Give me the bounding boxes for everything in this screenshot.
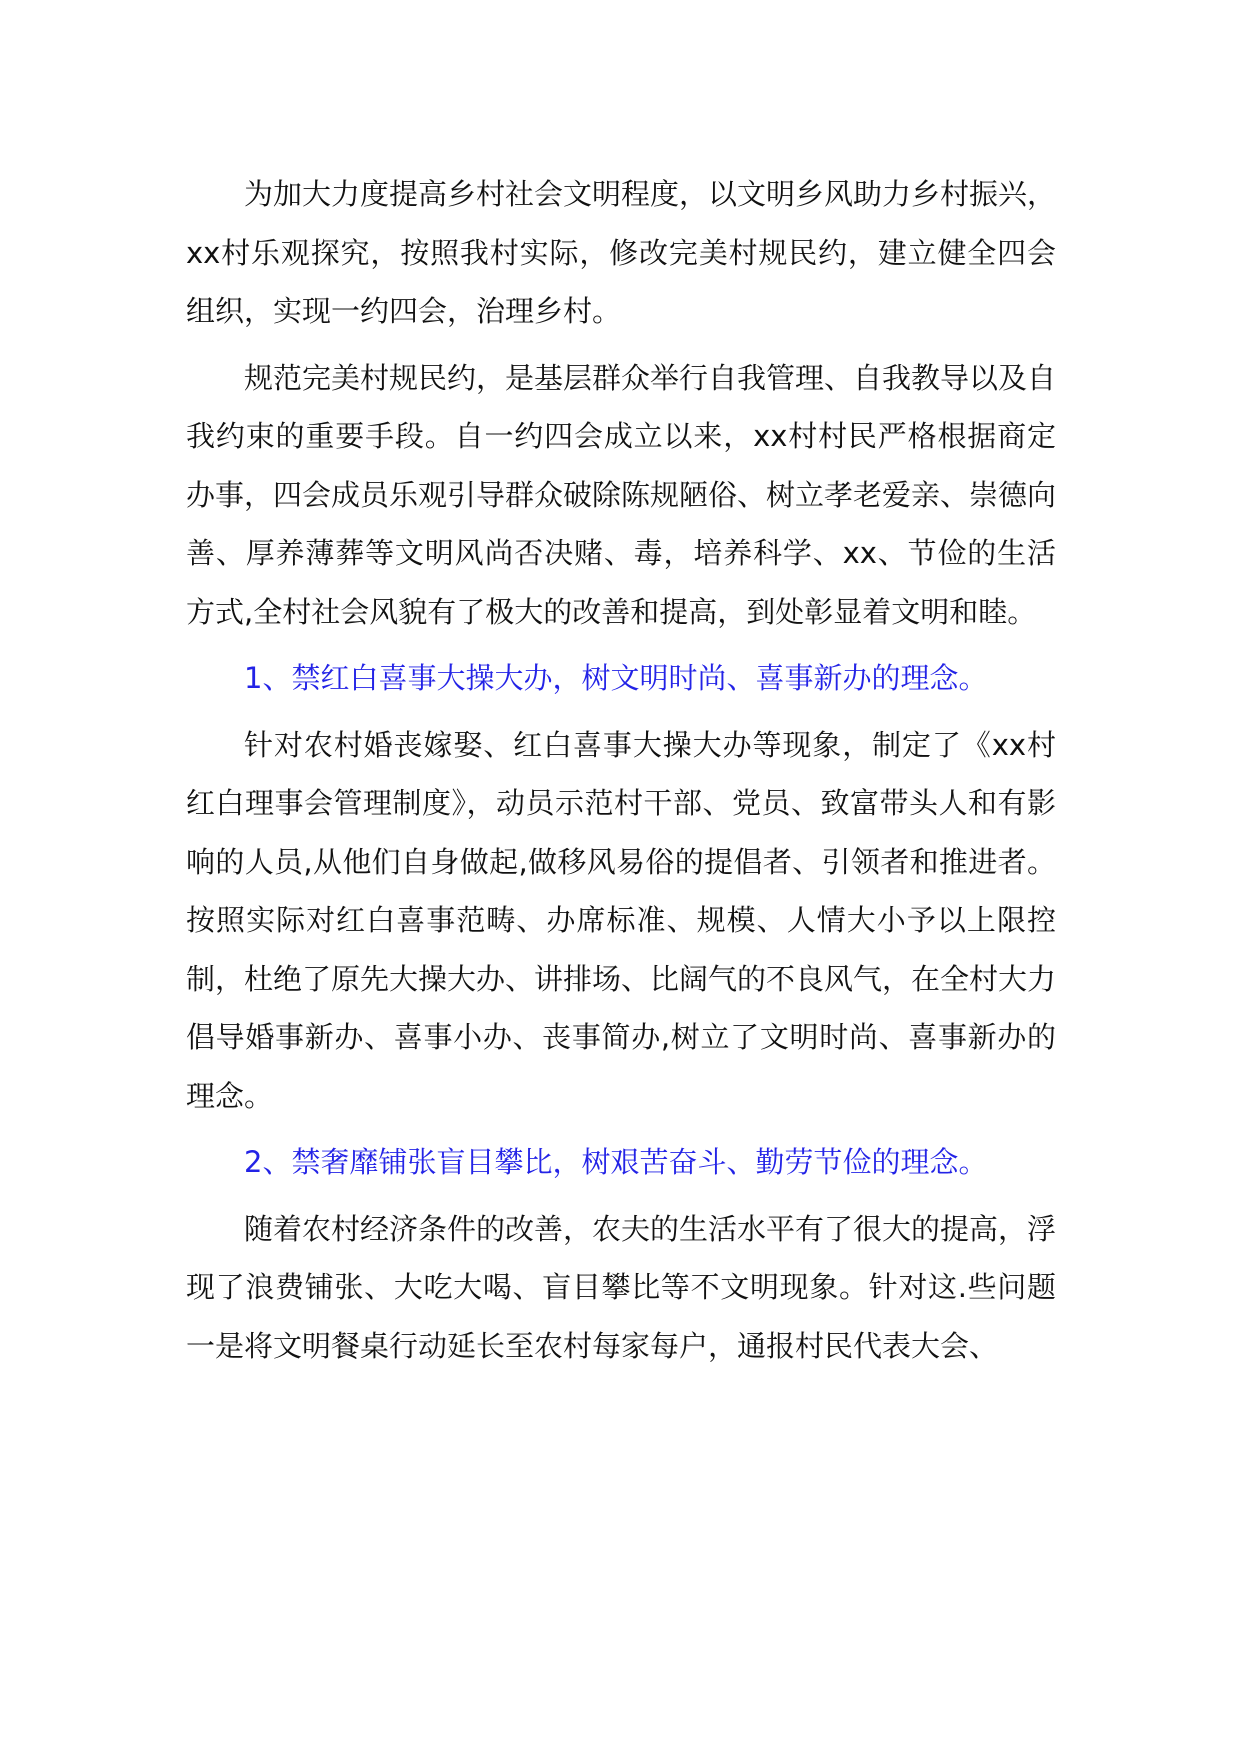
paragraph-village-rules: 规范完美村规民约，是基层群众举行自我管理、自我教导以及自我约束的重要手段。自一约四会成立以来，xx村村民严格根据商定办事，四会成员乐观引导群众破除陈规陋俗、树立孝老爱亲、崇德向善、厚养薄葬等文明风尚否决赌、毒，培养科学、xx、节俭的生活方式,全村社会风貌有了极大的改善和提高，到处彰显着文明和睦。	[186, 360, 1057, 629]
paragraph-weddings-funerals: 针对农村婚丧嫁娶、红白喜事大操大办等现象，制定了《xx村红白理事会管理制度》，动员示范村干部、党员、致富带头人和有影响的人员,从他们自身做起,做移风易俗的提倡者、引领者和推进者。按照实际对红白喜事范畴、办席标准、规模、人情大小予以上限控制，杜绝了原先大操大办、讲排场、比阔气的不良风气，在全村大力倡导婚事新办、喜事小办、丧事简办,树立了文明时尚、喜事新办的理念。	[186, 727, 1057, 1113]
section-heading-1: 1、禁红白喜事大操大办，树文明时尚、喜事新办的理念。	[244, 661, 988, 695]
paragraph-intro: 为加大力度提高乡村社会文明程度，以文明乡风助力乡村振兴，xx村乐观探究，按照我村实际，修改完美村规民约，建立健全四会组织，实现一约四会，治理乡村。	[186, 177, 1057, 328]
paragraph-frugality: 随着农村经济条件的改善，农夫的生活水平有了很大的提高，浮现了浪费铺张、大吃大喝、盲目攀比等不文明现象。针对这.些问题一是将文明餐桌行动延长至农村每家每户，通报村民代表大会、	[186, 1211, 1057, 1363]
section-heading-2: 2、禁奢靡铺张盲目攀比，树艰苦奋斗、勤劳节俭的理念。	[244, 1145, 988, 1179]
document-body	[186, 165, 1056, 1383]
